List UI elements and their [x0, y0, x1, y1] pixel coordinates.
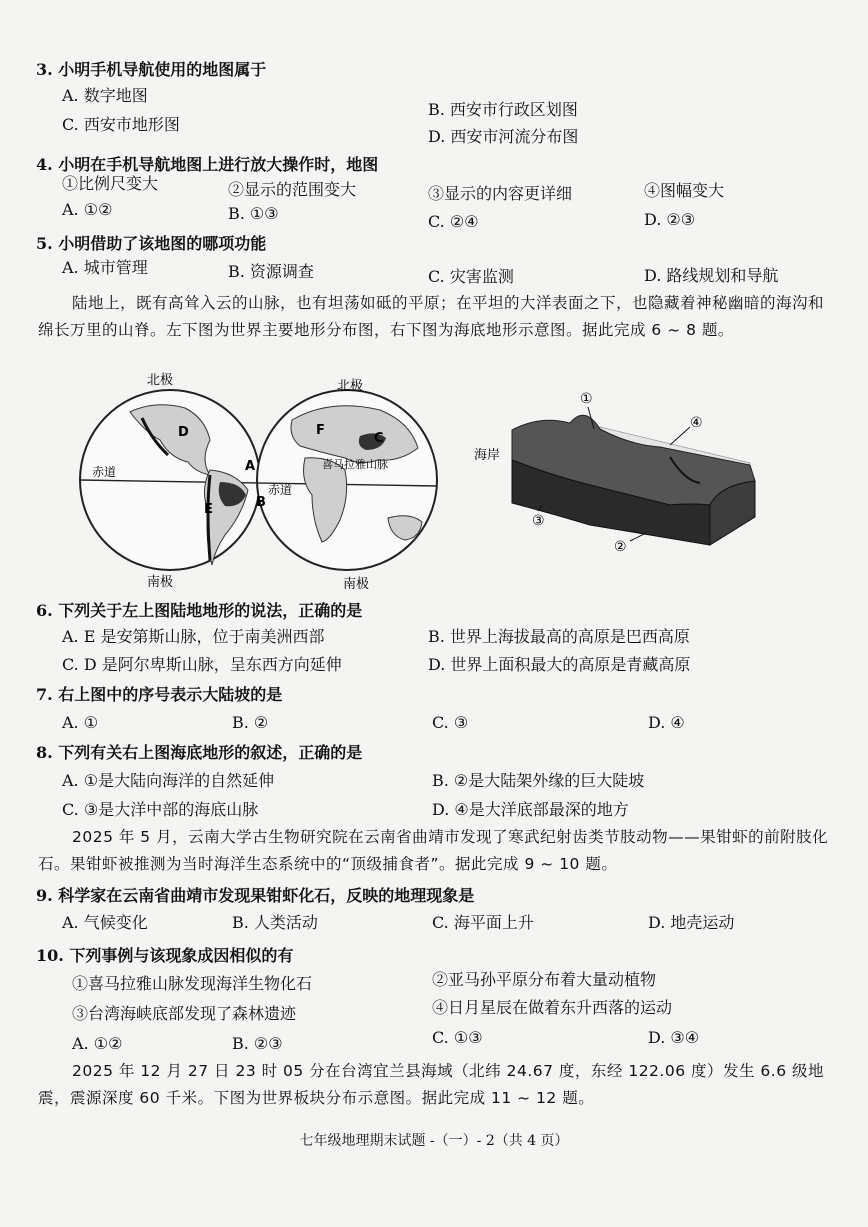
seafloor-label-2: ②	[614, 539, 627, 555]
question-10-stem: 10. 下列事例与该现象成因相似的有	[36, 946, 294, 965]
q4-statement-2: ②显示的范围变大	[228, 180, 357, 199]
question-4-stem: 4. 小明在手机导航地图上进行放大操作时，地图	[36, 155, 379, 174]
q7-option-b: B. ②	[232, 713, 269, 732]
map-label-f: F	[316, 423, 325, 438]
question-3-stem: 3. 小明手机导航使用的地图属于	[36, 60, 267, 79]
q4-option-d: D. ②③	[644, 210, 696, 229]
q10-option-a: A. ①②	[72, 1034, 123, 1053]
south-pole-label-east: 南极	[342, 577, 370, 592]
q5-option-c: C. 灾害监测	[428, 267, 514, 286]
q7-option-a: A. ①	[62, 713, 99, 732]
q9-option-d: D. 地壳运动	[648, 913, 735, 932]
question-6-stem: 6. 下列关于左上图陆地地形的说法，正确的是	[36, 601, 363, 620]
north-pole-label-west: 北极	[146, 373, 174, 388]
q4-option-a: A. ①②	[62, 200, 113, 219]
map-label-b: B	[256, 495, 266, 510]
q7-option-c: C. ③	[432, 713, 469, 732]
q10-statement-2: ②亚马孙平原分布着大量动植物	[432, 970, 657, 989]
map-label-a: A	[245, 459, 256, 474]
seafloor-label-3: ③	[532, 513, 545, 529]
q4-statement-3: ③显示的内容更详细	[428, 184, 573, 203]
q7-option-d: D. ④	[648, 713, 685, 732]
q5-option-b: B. 资源调查	[228, 262, 314, 281]
leader-4	[670, 427, 690, 445]
world-landform-map	[60, 370, 460, 595]
q8-option-b: B. ②是大陆架外缘的巨大陡坡	[432, 771, 645, 790]
q4-statement-4: ④图幅变大	[644, 181, 725, 200]
q10-option-c: C. ①③	[432, 1028, 483, 1047]
south-pole-label-west: 南极	[146, 575, 174, 590]
map-label-e: E	[204, 502, 213, 517]
equator-label-east: 赤道	[268, 483, 293, 497]
himalaya-label: 喜马拉雅山脉	[322, 458, 388, 471]
q5-option-a: A. 城市管理	[62, 258, 148, 277]
q9-option-c: C. 海平面上升	[432, 913, 534, 932]
intro-paragraph-6-8: 陆地上，既有高耸入云的山脉，也有坦荡如砥的平原；在平坦的大洋表面之下，也隐藏着神秘幽暗的海沟和绵长万里的山脊。左下图为世界主要地形分布图，右下图为海底地形示意图。据此完成 6 ~ 8 题。	[38, 294, 825, 339]
q4-option-c: C. ②④	[428, 212, 479, 231]
coast-label: 海岸	[474, 448, 501, 463]
q6-option-d: D. 世界上面积最大的高原是青藏高原	[428, 655, 691, 674]
q10-option-d: D. ③④	[648, 1028, 700, 1047]
question-8-stem: 8. 下列有关右上图海底地形的叙述，正确的是	[36, 743, 363, 762]
equator-label-west: 赤道	[92, 465, 117, 479]
q6-option-a: A. E 是安第斯山脉，位于南美洲西部	[62, 627, 325, 646]
q10-option-b: B. ②③	[232, 1034, 283, 1053]
map-label-c: C	[374, 431, 384, 446]
leader-2	[630, 533, 646, 541]
seafloor-label-4: ④	[690, 415, 703, 431]
q10-statement-1: ①喜马拉雅山脉发现海洋生物化石	[72, 974, 313, 993]
q3-option-c: C. 西安市地形图	[62, 115, 180, 134]
q5-option-d: D. 路线规划和导航	[644, 266, 779, 285]
q3-option-b: B. 西安市行政区划图	[428, 100, 578, 119]
q6-option-b: B. 世界上海拔最高的高原是巴西高原	[428, 627, 690, 646]
q10-statement-4: ④日月星辰在做着东升西落的运动	[432, 998, 673, 1017]
q8-option-a: A. ①是大陆向海洋的自然延伸	[62, 771, 275, 790]
q10-statement-3: ③台湾海峡底部发现了森林遗迹	[72, 1004, 297, 1023]
q8-option-d: D. ④是大洋底部最深的地方	[432, 800, 629, 819]
map-label-d: D	[178, 425, 189, 440]
intro-paragraph-11-12: 2025 年 12 月 27 日 23 时 05 分在台湾宜兰县海域（北纬 24.67 度，东经 122.06 度）发生 6.6 级地震，震源深度 60 千米。下图为世界板块分布示意图。据此完成 11 ~ 12 题。	[38, 1062, 825, 1107]
q9-option-b: B. 人类活动	[232, 913, 318, 932]
question-5-stem: 5. 小明借助了该地图的哪项功能	[36, 234, 267, 253]
question-9-stem: 9. 科学家在云南省曲靖市发现果钳虾化石，反映的地理现象是	[36, 886, 475, 905]
q3-option-d: D. 西安市河流分布图	[428, 127, 579, 146]
q8-option-c: C. ③是大洋中部的海底山脉	[62, 800, 259, 819]
page-footer: 七年级地理期末试题 -（一）- 2（共 4 页）	[299, 1133, 569, 1149]
seafloor-diagram	[470, 385, 770, 560]
q9-option-a: A. 气候变化	[62, 913, 148, 932]
question-7-stem: 7. 右上图中的序号表示大陆坡的是	[36, 685, 283, 704]
q4-statement-1: ①比例尺变大	[62, 174, 159, 193]
seafloor-label-1: ①	[580, 391, 593, 407]
q4-option-b: B. ①③	[228, 204, 279, 223]
intro-paragraph-9-10: 2025 年 5 月，云南大学古生物研究院在云南省曲靖市发现了寒武纪射齿类节肢动物——果钳虾的前附肢化石。果钳虾被推测为当时海洋生态系统中的“顶级捕食者”。据此完成 9 ~ 10 题。	[38, 828, 829, 873]
north-pole-label-east: 北极	[336, 379, 364, 394]
q3-option-a: A. 数字地图	[62, 86, 148, 105]
q6-option-c: C. D 是阿尔卑斯山脉，呈东西方向延伸	[62, 655, 342, 674]
